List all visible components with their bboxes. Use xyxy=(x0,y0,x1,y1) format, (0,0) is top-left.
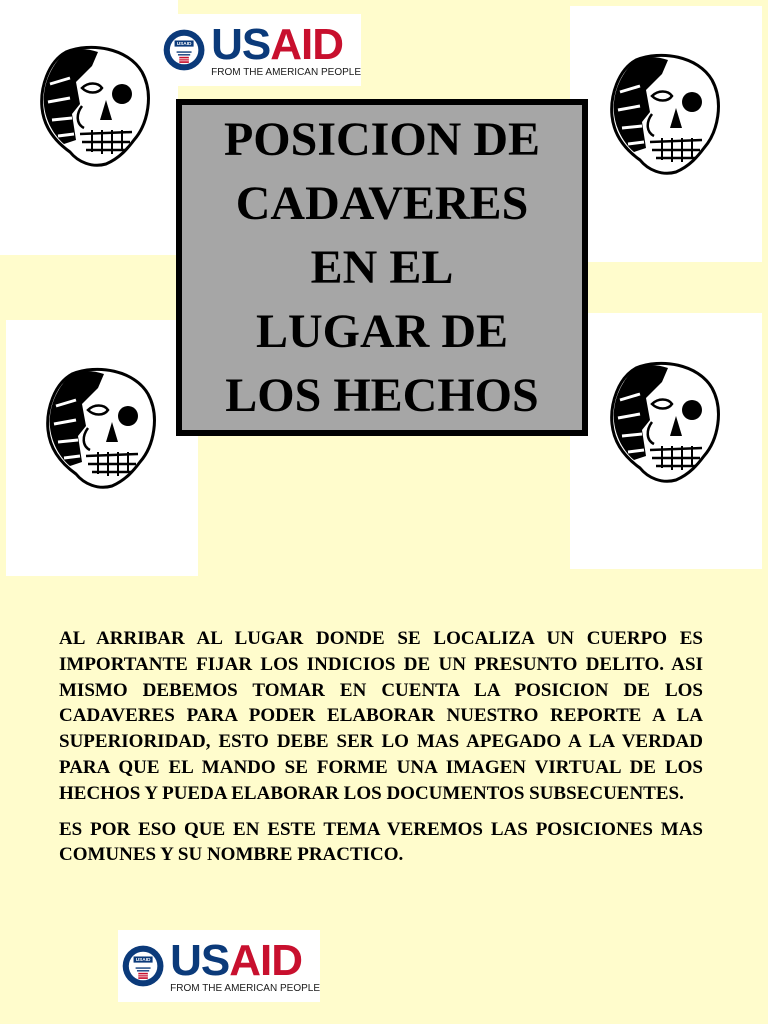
skull-icon xyxy=(42,366,158,490)
title-line: CADAVERES xyxy=(235,176,529,230)
seal-label: USAID xyxy=(176,42,192,48)
title-box xyxy=(176,99,588,436)
paragraph-intro: AL ARRIBAR AL LUGAR DONDE SE LOCALIZA UN CUERPO ES IMPORTANTE FIJAR LOS INDICIOS DE UN PRESUNTO DELITO. ASI MISMO DEBEMOS TOMAR EN CUENTA LA POSICION DE LOS CADAVERES PARA PODER ELABORAR NUESTRO REPORTE A LA SUPERIORIDAD, ESTO DEBE SER LO MAS APEGADO A LA VERDAD PARA QUE EL MANDO SE FORME UNA IMAGEN VIRTUAL DE LOS HECHOS Y PUEDA ELABORAR LOS DOCUMENTOS SUBSECUENTES. xyxy=(59,628,703,804)
title-line: LOS HECHOS xyxy=(225,368,539,422)
skull-icon xyxy=(36,44,152,168)
usaid-logo-bottom xyxy=(118,930,320,1002)
body-text xyxy=(59,626,703,878)
usaid-logo-top xyxy=(159,14,361,86)
title-line: EN EL xyxy=(310,240,454,294)
usaid-tagline: FROM THE AMERICAN PEOPLE xyxy=(211,66,361,78)
usaid-seal-icon xyxy=(163,19,205,81)
skull-icon xyxy=(606,360,722,484)
seal-label: USAID xyxy=(135,958,151,964)
usaid-seal-icon xyxy=(122,935,164,997)
title-line: LUGAR DE xyxy=(255,304,509,358)
title-line: POSICION DE xyxy=(223,112,541,166)
paragraph-topic: ES POR ESO QUE EN ESTE TEMA VEREMOS LAS POSICIONES MAS COMUNES Y SU NOMBRE PRACTICO. xyxy=(59,818,703,866)
usaid-wordmark: USAID xyxy=(170,935,303,985)
usaid-tagline: FROM THE AMERICAN PEOPLE xyxy=(170,982,320,994)
usaid-wordmark: USAID xyxy=(211,19,344,69)
skull-icon xyxy=(606,52,722,176)
